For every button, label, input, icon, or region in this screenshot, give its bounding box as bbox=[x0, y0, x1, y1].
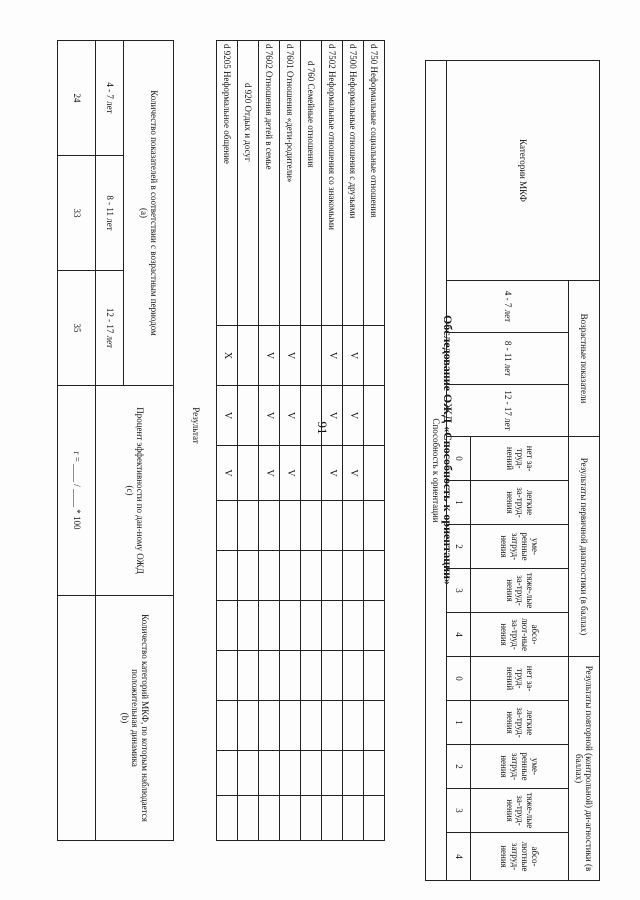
icf-row-label: d 750 Неформальные социальные отношения bbox=[364, 41, 385, 326]
count-1: 24 bbox=[58, 41, 96, 156]
level-primary-3: тяже-лые за-труд-нения bbox=[471, 569, 569, 613]
icf-row-mark: V bbox=[343, 446, 364, 501]
age-4-7: 4 - 7 лет bbox=[446, 281, 569, 333]
orientation-footer: Способность к ориентации bbox=[426, 61, 447, 881]
efficiency-header bbox=[96, 386, 174, 596]
efficiency-header-text: Процент эффективности по дан-ному ОЖД bbox=[135, 407, 146, 574]
icf-row-mark: V bbox=[217, 386, 238, 446]
age-group-3: 12 - 17 лет bbox=[96, 271, 124, 386]
score-primary-0: 0 bbox=[446, 437, 471, 481]
score-repeat-3: 3 bbox=[446, 789, 471, 833]
icf-row-mark: V bbox=[343, 386, 364, 446]
repeat-header: Результаты повторной (контрольной) ди-агностики (в баллах) bbox=[569, 657, 600, 881]
icf-row-label: d 7602 Отношения детей в семье bbox=[259, 41, 280, 326]
icf-category-header: Категории МКФ bbox=[446, 61, 599, 281]
icf-row-label: d 7500 Неформальные отношения с друзьями bbox=[343, 41, 364, 326]
positive-count-cell bbox=[58, 596, 96, 841]
age-group-2: 8 - 11 лет bbox=[96, 156, 124, 271]
score-repeat-1: 1 bbox=[446, 701, 471, 745]
icf-row-mark: V bbox=[280, 386, 301, 446]
level-primary-2: уме-ренные затруд-нения bbox=[471, 525, 569, 569]
score-primary-4: 4 bbox=[446, 613, 471, 657]
level-repeat-0: нет за-труд-нений bbox=[471, 657, 569, 701]
icf-row-mark: V bbox=[217, 446, 238, 501]
efficiency-formula: r = ____ / ____ * 100 bbox=[58, 386, 96, 596]
orientation-table bbox=[425, 60, 600, 881]
positive-header bbox=[96, 596, 174, 841]
age-header: Возрастные показатели bbox=[569, 281, 600, 437]
level-repeat-1: легкие за-труд-нения bbox=[471, 701, 569, 745]
score-repeat-2: 2 bbox=[446, 745, 471, 789]
icf-row-label: d 7601 Отношения «дети-родители» bbox=[280, 41, 301, 326]
age-8-11: 8 - 11 лет bbox=[446, 333, 569, 385]
icf-row-label: d 9205 Неформальное общение bbox=[217, 41, 238, 326]
positive-header-text: Количество категорий МКФ, по которым наблюдается положительная динамика bbox=[129, 614, 151, 822]
positive-header-sub: (b) bbox=[119, 712, 130, 724]
icf-row-mark: X bbox=[217, 326, 238, 386]
level-repeat-3: тяже-лые за-труд-нения bbox=[471, 789, 569, 833]
icf-row-mark: V bbox=[322, 386, 343, 446]
icf-row-mark: V bbox=[280, 446, 301, 501]
count-2: 33 bbox=[58, 156, 96, 271]
rotated-table3-block bbox=[400, 60, 600, 880]
count-header-text: Количество показателей в соответствии с возрастным периодом bbox=[149, 90, 159, 336]
page-number: 91 bbox=[315, 421, 330, 435]
efficiency-header-sub: (c) bbox=[124, 485, 135, 496]
icf-row-label: d 760 Семейные отношения bbox=[301, 41, 322, 326]
age-group-1: 4 - 7 лет bbox=[96, 41, 124, 156]
count-header-sub: (a) bbox=[138, 208, 149, 218]
count-3: 35 bbox=[58, 271, 96, 386]
icf-row-mark: V bbox=[259, 386, 280, 446]
score-repeat-4: 4 bbox=[446, 833, 471, 881]
result-label: Результат bbox=[190, 407, 201, 444]
age-12-17: 12 - 17 лет bbox=[446, 385, 569, 437]
score-primary-2: 2 bbox=[446, 525, 471, 569]
level-primary-0: нет за-труд-нений bbox=[471, 437, 569, 481]
primary-header: Результаты первичной диагностики (в баллах) bbox=[569, 437, 600, 657]
section-title: Обследование ОЖД «Способность к ориентации» bbox=[441, 314, 455, 586]
icf-row-mark: V bbox=[280, 326, 301, 386]
level-primary-1: легкие за-труд-нения bbox=[471, 481, 569, 525]
level-primary-4: абсо-лют-ные за-труд-нения bbox=[471, 613, 569, 657]
icf-row-mark: V bbox=[259, 446, 280, 501]
icf-row-label: d 7502 Неформальные отношения со знакомыми bbox=[322, 41, 343, 326]
icf-row-label: d 920 Отдых и досуг bbox=[238, 41, 259, 326]
icf-row-mark: V bbox=[343, 326, 364, 386]
level-repeat-4: абсо-лютные затруд-нения bbox=[471, 833, 569, 881]
count-header bbox=[123, 41, 174, 386]
icf-row-mark: V bbox=[322, 446, 343, 501]
score-primary-3: 3 bbox=[446, 569, 471, 613]
icf-row-mark: V bbox=[259, 326, 280, 386]
score-primary-1: 1 bbox=[446, 481, 471, 525]
result-table bbox=[57, 40, 217, 841]
level-repeat-2: уме-ренные затруд-нения bbox=[471, 745, 569, 789]
icf-row-mark: V bbox=[322, 326, 343, 386]
score-repeat-0: 0 bbox=[446, 657, 471, 701]
